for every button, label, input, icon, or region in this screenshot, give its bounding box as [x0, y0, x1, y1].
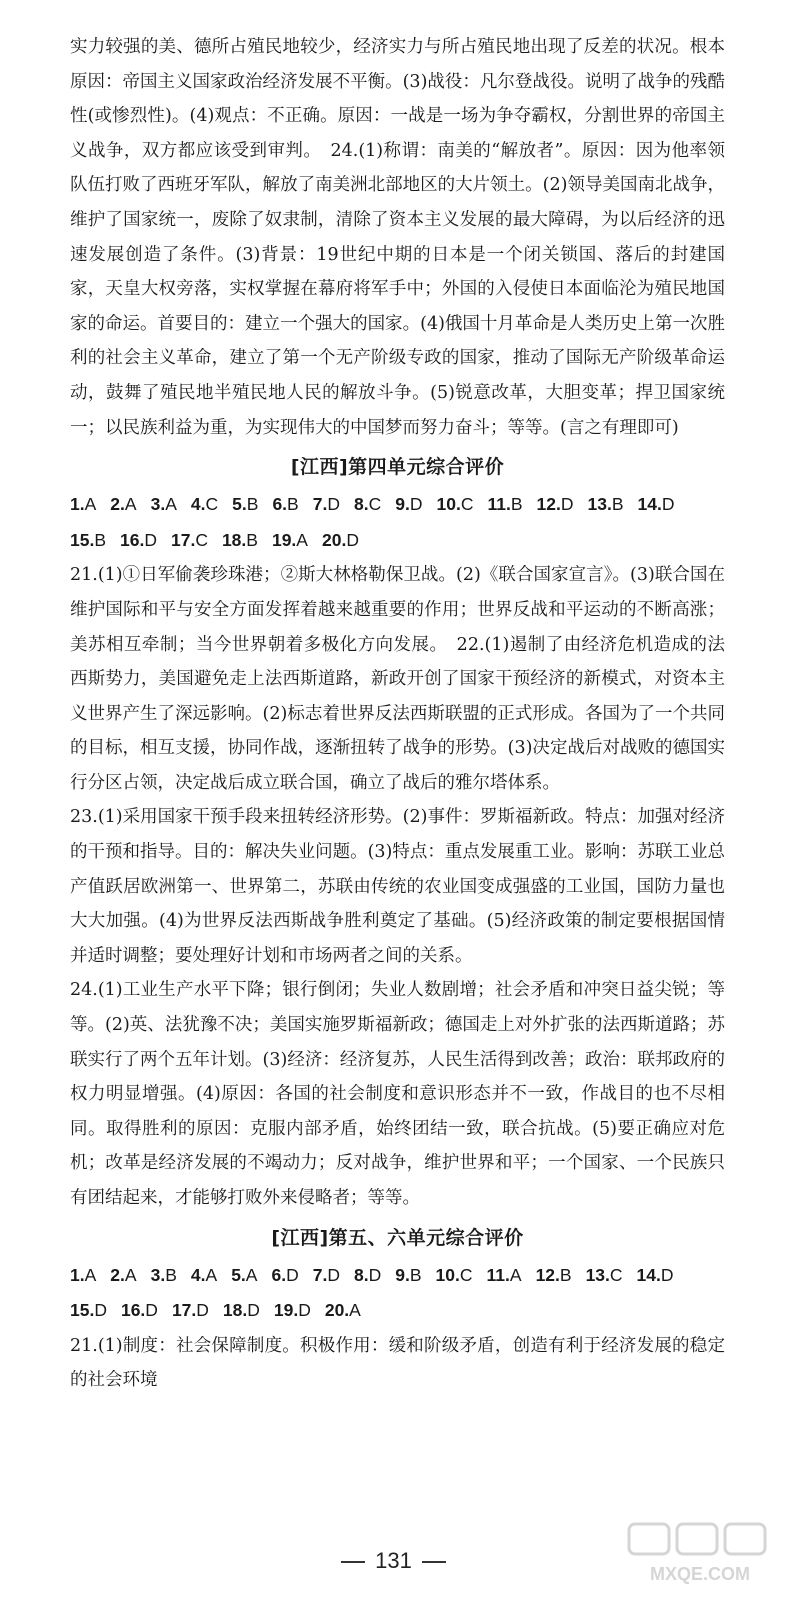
answer-letter: A: [245, 1264, 258, 1285]
answer-number: 1.: [70, 494, 85, 515]
answer-letter: B: [246, 529, 258, 550]
answer-item: [223, 1293, 260, 1329]
answer-number: 17.: [170, 529, 196, 550]
answer-item: [487, 1258, 522, 1294]
answer-item: [586, 1258, 623, 1294]
page-number-text: 131: [375, 1548, 412, 1573]
answer-letter: A: [296, 529, 308, 550]
answer-item: [313, 487, 340, 523]
answer-number: 11.: [487, 494, 511, 515]
answer-letter: D: [145, 1300, 158, 1321]
answer-number: 16.: [120, 1300, 146, 1321]
answer-letter: B: [510, 494, 523, 515]
answer-number: 16.: [120, 529, 145, 550]
answer-item: [322, 523, 359, 559]
answer-letter: B: [409, 1264, 422, 1285]
answer-letter: D: [560, 494, 574, 515]
answer-letter: A: [205, 1264, 218, 1285]
answer-number: 20.: [324, 1300, 350, 1321]
answer-item: [638, 487, 675, 523]
dash-left: [341, 1561, 365, 1563]
answer-letter: D: [247, 1300, 260, 1321]
answer-letter: D: [327, 494, 340, 515]
answer-letter: B: [287, 494, 299, 515]
answer-item: [191, 487, 218, 523]
answer-item: [231, 1258, 257, 1294]
dash-right: [422, 1561, 446, 1563]
answer-number: 18.: [222, 1300, 248, 1321]
answer-item: [70, 487, 96, 523]
answer-number: 9.: [395, 494, 410, 515]
answer-number: 3.: [150, 494, 166, 515]
answer-item: [171, 523, 208, 559]
answer-number: 9.: [395, 1264, 410, 1285]
answer-number: 4.: [190, 1264, 206, 1285]
answer-letter: C: [205, 494, 219, 515]
para-block-0: 实力较强的美、德所占殖民地较少，经济实力与所占殖民地出现了反差的状况。根本原因：帝国主义国家政治经济发展不平衡。(3)战役：凡尔登战役。说明了战争的残酷性(或惨烈性)。(4)观点：不正确。原因：一战是一场为争夺霸权，分割世界的帝国主义战争，双方都应该受到审判。 24.(1)称谓：南美的“解放者”。原因：因为他率领队伍打败了西班牙军队，解放了南美洲北部地区的大片领土。(2)领导美国南北战争，维护了国家统一，废除了奴隶制，清除了资本主义发展的最大障碍，为以后经济的迅速发展创造了条件。(3)背景：19世纪中期的日本是一个闭关锁国、落后的封建国家，天皇大权旁落，实权掌握在幕府将军手中；外国的入侵使日本面临沦为殖民地国家的命运。首要目的：建立一个强大的国家。(4)俄国十月革命是人类历史上第一次胜利的社会主义革命，建立了第一个无产阶级专政的国家，推动了国际无产阶级革命运动，鼓舞了殖民地半殖民地人民的解放斗争。(5)锐意改革，大胆变革；捍卫国家统一；以民族利益为重，为实现伟大的中国梦而努力奋斗；等等。(言之有理即可): [70, 37, 725, 438]
answer-letter: C: [459, 1264, 473, 1285]
answer-letter: A: [165, 494, 177, 515]
answer-number: 6.: [272, 494, 288, 515]
answer-number: 5.: [231, 1264, 246, 1285]
answer-number: 14.: [636, 1264, 661, 1285]
choice-answers-unit-4: [70, 487, 725, 558]
answer-number: 5.: [232, 494, 247, 515]
answer-item: [272, 487, 298, 523]
answer-item: [637, 1258, 674, 1294]
answer-letter: C: [368, 494, 382, 515]
answer-letter: D: [94, 1300, 107, 1321]
answer-number: 1.: [70, 1264, 85, 1285]
answer-number: 7.: [312, 494, 328, 515]
answer-number: 10.: [436, 494, 461, 515]
answer-letter: A: [84, 494, 97, 515]
answer-item: [110, 1258, 136, 1294]
answer-number: 2.: [110, 1264, 125, 1285]
answer-item: [191, 1258, 217, 1294]
answer-item: [436, 1258, 473, 1294]
answer-item: [151, 1258, 177, 1294]
answer-item: [271, 1258, 298, 1294]
choice-answers-unit-5-6: [70, 1258, 725, 1329]
answer-number: 15.: [70, 1300, 95, 1321]
answer-item: [587, 487, 623, 523]
answer-number: 19.: [273, 1300, 299, 1321]
answer-number: 8.: [353, 1264, 369, 1285]
answer-letter: A: [124, 1264, 137, 1285]
answer-letter: D: [368, 1264, 382, 1285]
answer-item: [110, 487, 136, 523]
answer-number: 17.: [171, 1300, 197, 1321]
answer-item: [70, 523, 106, 559]
answer-number: 18.: [221, 529, 247, 550]
answer-number: 7.: [312, 1264, 328, 1285]
answer-letter: B: [246, 494, 259, 515]
answer-letter: D: [346, 529, 359, 550]
answer-number: 12.: [536, 494, 561, 515]
section-heading-unit-5-6: [江西]第五、六单元综合评价: [271, 1226, 524, 1249]
answer-number: 10.: [435, 1264, 460, 1285]
answer-letter: D: [298, 1300, 311, 1321]
answer-number: 6.: [271, 1264, 287, 1285]
para-block-8: 21.(1)制度：社会保障制度。积极作用：缓和阶级矛盾，创造有利于经济发展的稳定的社会环境: [70, 1335, 725, 1391]
answer-letter: C: [460, 494, 474, 515]
answer-item: [436, 487, 473, 523]
answer-letter: D: [409, 494, 423, 515]
answer-item: [536, 1258, 572, 1294]
answer-letter: A: [349, 1300, 361, 1321]
answer-item: [395, 1258, 421, 1294]
watermark-logo: [625, 1520, 775, 1590]
answer-item: [232, 487, 258, 523]
answer-number: 4.: [190, 494, 206, 515]
answer-letter: A: [124, 494, 137, 515]
answer-letter: A: [84, 1264, 97, 1285]
answer-letter: D: [196, 1300, 209, 1321]
answer-letter: C: [609, 1264, 623, 1285]
answer-item: [121, 1293, 158, 1329]
answer-letter: D: [286, 1264, 299, 1285]
answer-item: [120, 523, 157, 559]
answer-letter: D: [327, 1264, 340, 1285]
answer-number: 12.: [535, 1264, 560, 1285]
answer-letter: D: [660, 1264, 674, 1285]
answer-number: 19.: [271, 529, 297, 550]
answer-number: 3.: [150, 1264, 166, 1285]
answer-letter: B: [165, 1264, 177, 1285]
answer-item: [151, 487, 177, 523]
watermark-text: MXQE.COM: [649, 1564, 751, 1584]
answer-item: [274, 1293, 311, 1329]
answer-item: [313, 1258, 340, 1294]
answer-letter: A: [509, 1264, 522, 1285]
para-block-5: 24.(1)工业生产水平下降；银行倒闭；失业人数剧增；社会矛盾和冲突日益尖锐；等等。(2)英、法犹豫不决；美国实施罗斯福新政；德国走上对外扩张的法西斯道路；苏联实行了两个五年计划。(3)经济：经济复苏，人民生活得到改善；政治：联邦政府的权力明显增强。(4)原因：各国的社会制度和意识形态并不一致，作战目的也不尽相同。取得胜利的原因：克服内部矛盾，始终团结一致，联合抗战。(5)要正确应对危机；改革是经济发展的不竭动力；反对战争，维护世界和平；一个国家、一个民族只有团结起来，才能够打败外来侵略者；等等。: [70, 980, 725, 1208]
answer-letter: B: [559, 1264, 572, 1285]
answer-item: [395, 487, 422, 523]
answer-number: 14.: [637, 494, 662, 515]
answer-letter: D: [144, 529, 157, 550]
para-block-3: 21.(1)①日军偷袭珍珠港；②斯大林格勒保卫战。(2)《联合国家宣言》。(3)联合国在维护国际和平与安全方面发挥着越来越重要的作用；世界反战和平运动的不断高涨；美苏相互牵制；当今世界朝着多极化方向发展。 22.(1)遏制了由经济危机造成的法西斯势力，美国避免走上法西斯道路，新政开创了国家干预经济的新模式，对资本主义世界产生了深远影响。(2)标志着世界反法西斯联盟的正式形成。各国为了一个共同的目标，相互支援，协同作战，逐渐扭转了战争的形势。(3)决定战后对战败的德国实行分区占领，决定战后成立联合国，确立了战后的雅尔塔体系。: [70, 565, 725, 793]
answer-item: [354, 1258, 381, 1294]
answer-item: [537, 487, 574, 523]
answer-item: [70, 1293, 107, 1329]
answer-page: [70, 30, 725, 1398]
answer-item: [222, 523, 258, 559]
answer-item: [354, 487, 381, 523]
answer-item: [70, 1258, 96, 1294]
answer-item: [325, 1293, 361, 1329]
answer-letter: B: [611, 494, 624, 515]
para-block-4: 23.(1)采用国家干预手段来扭转经济形势。(2)事件：罗斯福新政。特点：加强对经济的干预和指导。目的：解决失业问题。(3)特点：重点发展重工业。影响：苏联工业总产值跃居欧洲第一、世界第二，苏联由传统的农业国变成强盛的工业国，国防力量也大大加强。(4)为世界反法西斯战争胜利奠定了基础。(5)经济政策的制定要根据国情并适时调整；要处理好计划和市场两者之间的关系。: [70, 807, 725, 966]
answer-number: 13.: [585, 1264, 610, 1285]
answer-item: [487, 487, 522, 523]
answer-number: 13.: [587, 494, 612, 515]
answer-number: 8.: [353, 494, 369, 515]
answer-number: 11.: [486, 1264, 510, 1285]
section-heading-unit-4: [江西]第四单元综合评价: [290, 456, 505, 479]
answer-letter: D: [661, 494, 675, 515]
answer-item: [172, 1293, 209, 1329]
answer-number: 20.: [321, 529, 347, 550]
answer-number: 2.: [110, 494, 125, 515]
answer-letter: C: [195, 529, 208, 550]
answer-number: 15.: [70, 529, 95, 550]
answer-letter: B: [94, 529, 107, 550]
answer-item: [272, 523, 308, 559]
